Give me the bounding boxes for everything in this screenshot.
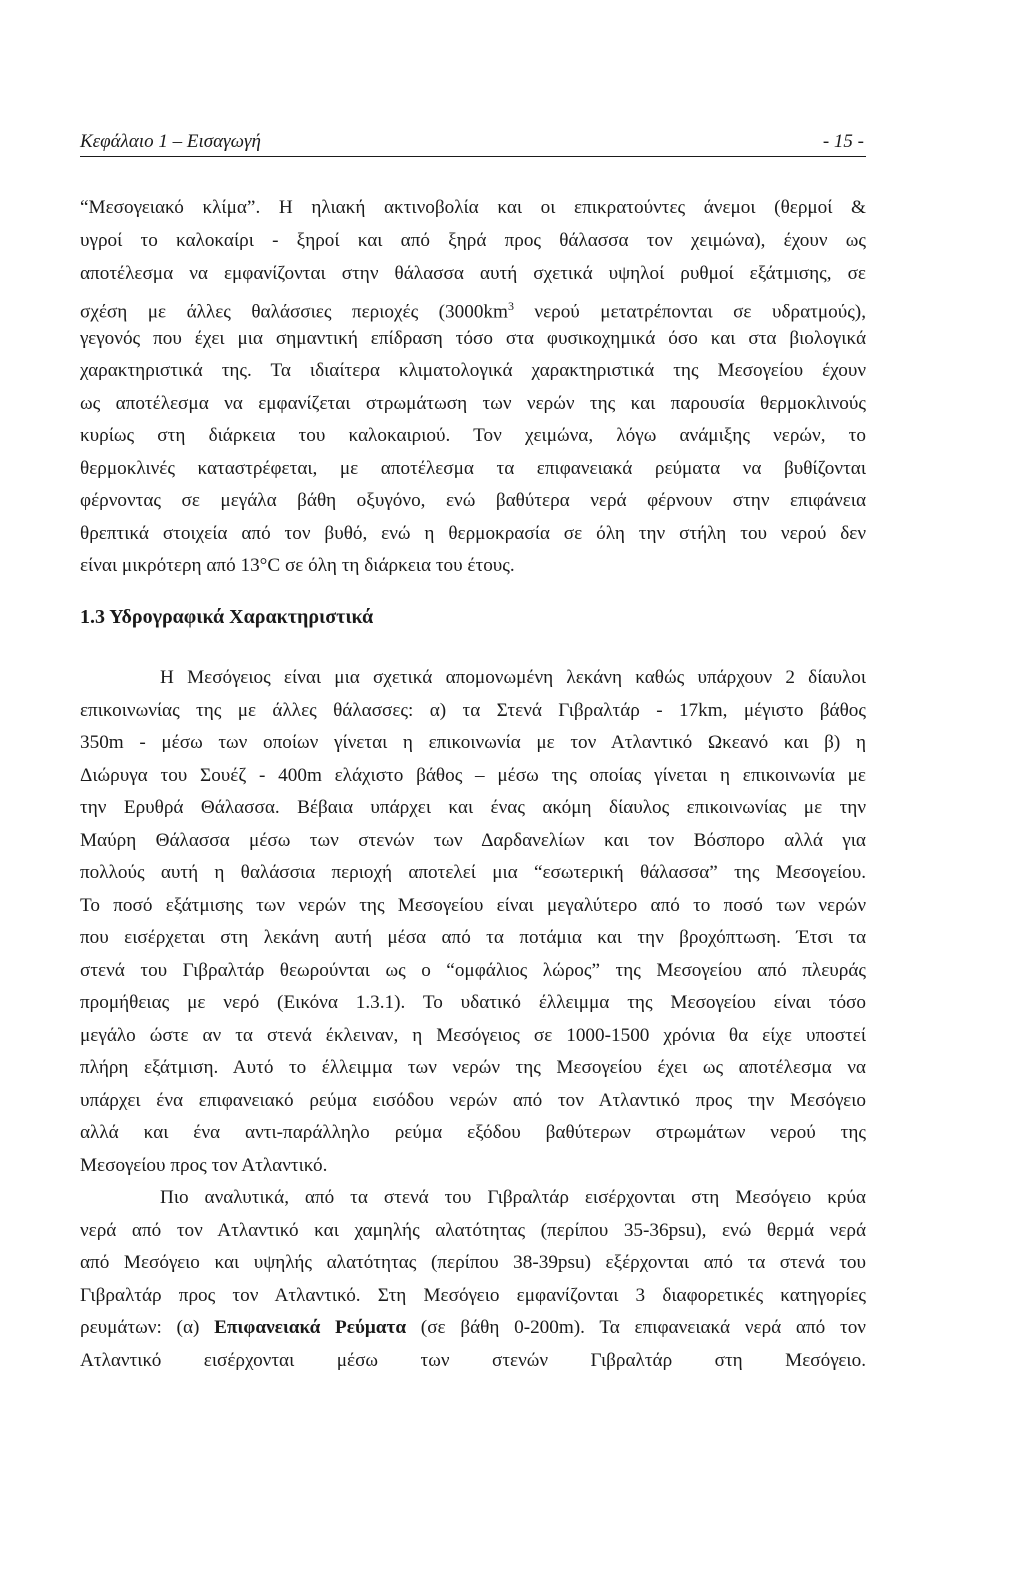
paragraph-line: πολλούς αυτή η θαλάσσια περιοχή αποτελεί μια “εσωτερική θάλασσα” της Μεσογείου. <box>80 862 866 883</box>
paragraph-line: 350m - μέσω των οποίων γίνεται η επικοινωνία με τον Ατλαντικό Ωκεανό και β) η <box>80 732 866 753</box>
paragraph-line: πλήρη εξάτμιση. Αυτό το έλλειμμα των νερών της Μεσογείου έχει ως αποτέλεσμα να <box>80 1057 866 1078</box>
paragraph-line: αλλά και ένα αντι-παράλληλο ρεύμα εξόδου βαθύτερων στρωμάτων νερού της <box>80 1122 866 1143</box>
paragraph-line: θερμοκλινές καταστρέφεται, με αποτέλεσμα τα επιφανειακά ρεύματα να βυθίζονται <box>80 458 866 479</box>
paragraph-line: είναι μικρότερη από 13°C σε όλη τη διάρκεια του έτους. <box>80 555 515 576</box>
paragraph-line: Μεσογείου προς τον Ατλαντικό. <box>80 1155 328 1176</box>
bold-term: Επιφανειακά Ρεύματα <box>214 1317 407 1338</box>
paragraph-line: “Μεσογειακό κλίμα”. Η ηλιακή ακτινοβολία και οι επικρατούντες άνεμοι (θερμοί & <box>80 197 866 218</box>
paragraph-line: ως αποτέλεσμα να εμφανίζεται στρωμάτωση των νερών της και παρουσία θερμοκλινούς <box>80 393 866 414</box>
paragraph-line: Το ποσό εξάτμισης των νερών της Μεσογείου είναι μεγαλύτερο από το ποσό των νερών <box>80 895 866 916</box>
paragraph-line: προμήθειας με νερό (Εικόνα 1.3.1). Το υδατικό έλλειμμα της Μεσογείου είναι τόσο <box>80 992 866 1013</box>
line-text: ρευμάτων: (α) <box>80 1317 215 1338</box>
paragraph-line: την Ερυθρά Θάλασσα. Βέβαια υπάρχει και ένας ακόμη δίαυλος επικοινωνίας με την <box>80 797 866 818</box>
paragraph-line: Μαύρη Θάλασσα μέσω των στενών των Δαρδανελίων και τον Βόσπορο αλλά για <box>80 830 866 851</box>
paragraph-line: Πιο αναλυτικά, από τα στενά του Γιβραλτάρ εισέρχονται στη Μεσόγειο κρύα <box>160 1187 866 1208</box>
paragraph-line: που εισέρχεται στη λεκάνη αυτή μέσα από τα ποτάμια και την βροχόπτωση. Έτσι τα <box>80 927 866 948</box>
paragraph-line: Η Μεσόγειος είναι μια σχετικά απομονωμένη λεκάνη καθώς υπάρχουν 2 δίαυλοι <box>160 667 866 688</box>
paragraph-line: γεγονός που έχει μια σημαντική επίδραση τόσο στα φυσικοχημικά όσο και στα βιολογικά <box>80 328 866 349</box>
paragraph-line: αποτέλεσμα να εμφανίζονται στην θάλασσα αυτή σχετικά υψηλοί ρυθμοί εξάτμισης, σε <box>80 263 866 284</box>
paragraph-line: φέρνοντας σε μεγάλα βάθη οξυγόνο, ενώ βαθύτερα νερά φέρνουν στην επιφάνεια <box>80 490 866 511</box>
paragraph-line: υγροί το καλοκαίρι - ξηροί και από ξηρά προς θάλασσα τον χειμώνα), έχουν ως <box>80 230 866 251</box>
chapter-title: Κεφάλαιο 1 – Εισαγωγή <box>80 131 261 152</box>
paragraph-line: μεγάλο ώστε αν τα στενά έκλειναν, η Μεσόγειος σε 1000-1500 χρόνια θα είχε υποστεί <box>80 1025 866 1046</box>
superscript: 3 <box>507 299 514 313</box>
paragraph-line: στενά του Γιβραλτάρ θεωρούνται ως ο “ομφάλιος λώρος” της Μεσογείου από πλευράς <box>80 960 866 981</box>
paragraph-line: νερά από τον Ατλαντικό και χαμηλής αλατότητας (περίπου 35-36psu), ενώ θερμά νερά <box>80 1220 866 1241</box>
running-header <box>80 130 866 157</box>
paragraph-line: χαρακτηριστικά της. Τα ιδιαίτερα κλιματολογικά χαρακτηριστικά της Μεσογείου έχουν <box>80 360 866 381</box>
paragraph-line: από Μεσόγειο και υψηλής αλατότητας (περίπου 38-39psu) εξέρχονται από τα στενά του <box>80 1252 866 1273</box>
paragraph-line <box>80 294 866 324</box>
section-heading: 1.3 Υδρογραφικά Χαρακτηριστικά <box>80 606 374 628</box>
paragraph-line: κυρίως στη διάρκεια του καλοκαιριού. Τον χειμώνα, λόγω ανάμιξης νερών, το <box>80 425 866 446</box>
paragraph-line: υπάρχει ένα επιφανειακό ρεύμα εισόδου νερών από τον Ατλαντικό προς την Μεσόγειο <box>80 1090 866 1111</box>
paragraph-line: Γιβραλτάρ προς τον Ατλαντικό. Στη Μεσόγειο εμφανίζονται 3 διαφορετικές κατηγορίες <box>80 1285 866 1306</box>
line-text: σχέση με άλλες θαλάσσιες περιοχές (3000km <box>80 301 508 323</box>
paragraph-line <box>80 1316 866 1340</box>
paragraph-line: Διώρυγα του Σουέζ - 400m ελάχιστο βάθος – μέσω της οποίας γίνεται η επικοινωνία με <box>80 765 866 786</box>
page-number: - 15 - <box>822 131 864 152</box>
line-text: (σε βάθη 0-200m). Τα επιφανειακά νερά από τον <box>406 1317 866 1338</box>
paragraph-line: θρεπτικά στοιχεία από τον βυθό, ενώ η θερμοκρασία σε όλη την στήλη του νερού δεν <box>80 523 866 544</box>
paragraph-line: Ατλαντικό εισέρχονται μέσω των στενών Γιβραλτάρ στη Μεσόγειο. <box>80 1350 866 1371</box>
paragraph-line: επικοινωνίας της με άλλες θάλασσες: α) τα Στενά Γιβραλτάρ - 17km, μέγιστο βάθος <box>80 700 866 721</box>
line-text: νερού μετατρέπονται σε υδρατμούς), <box>513 301 866 323</box>
